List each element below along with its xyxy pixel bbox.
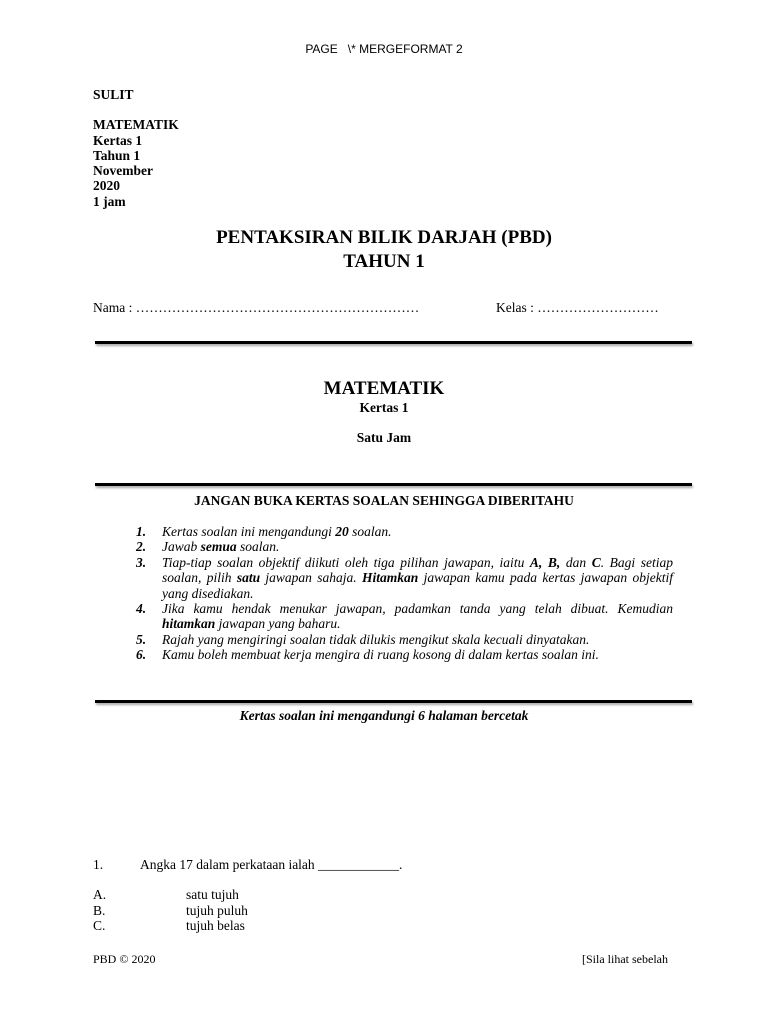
meta-month: November [93,163,153,179]
meta-subject: MATEMATIK [93,117,179,133]
question-number: 1. [93,857,104,872]
answer-option [93,903,402,919]
instructions-list [136,524,673,663]
option-letter: B. [93,902,106,918]
name-field: Nama : ……………………………………………………… [93,300,420,315]
meta-duration: 1 jam [93,193,126,209]
question-text: Angka 17 dalam perkataan ialah ____________. [140,857,403,872]
instruction-text: Tiap-tiap soalan objektif diikuti oleh tiga pilihan jawapan, iaitu A, B, dan C. Bagi setiap soalan, pilih satu jawapan sahaja. Hitamkan jawapan kamu pada kertas jawapan objektif yang disediakan. [162,554,674,601]
option-text: tujuh belas [186,918,245,933]
instruction-number: 2. [136,539,147,555]
question-item [93,857,402,934]
page-count-note: Kertas soalan ini mengandungi 6 halaman bercetak [239,708,529,723]
confidential-label: SULIT [93,87,134,102]
instruction-item [136,539,673,554]
meta-year-level: Tahun 1 [93,147,141,163]
instruction-number: 4. [136,601,147,617]
instruction-number: 5. [136,631,147,647]
instruction-text: Rajah yang mengiringi soalan tidak dilukis mengikut skala kecuali dinyatakan. [162,631,590,647]
instruction-number: 3. [136,554,147,570]
class-field: Kelas : ……………………… [496,300,659,315]
divider-rule [95,341,692,344]
subject-paper: Kertas 1 [359,400,409,415]
subject-time: Satu Jam [356,430,412,445]
option-letter: C. [93,918,106,933]
subject-block [0,378,768,446]
option-text: tujuh puluh [186,902,248,918]
subject-title: MATEMATIK [323,378,445,399]
instruction-number: 6. [136,647,147,663]
exam-title-line2: TAHUN 1 [343,251,425,272]
instruction-text: Kertas soalan ini mengandungi 20 soalan. [162,524,392,539]
instruction-number: 1. [136,524,147,539]
exam-title-line1: PENTAKSIRAN BILIK DARJAH (PBD) [216,227,552,248]
option-text: satu tujuh [186,887,239,902]
warning-heading: JANGAN BUKA KERTAS SOALAN SEHINGGA DIBERITAHU [194,493,574,508]
instruction-item [136,632,673,647]
answer-option [93,887,402,903]
page-header-field-code: PAGE \* MERGEFORMAT 2 [305,42,463,56]
instruction-item [136,524,673,539]
instruction-item [136,555,673,601]
answer-option [93,918,402,934]
footer-next-page: [Sila lihat sebelah [582,952,668,966]
meta-year: 2020 [93,178,120,194]
exam-meta-block [93,87,179,209]
instruction-item [136,647,673,662]
footer-copyright: PBD © 2020 [93,952,156,966]
meta-paper: Kertas 1 [93,132,143,148]
option-letter: A. [93,887,107,902]
instruction-item [136,601,673,632]
answer-options [93,887,402,934]
instruction-text: Jawab semua soalan. [162,539,280,555]
exam-title [0,226,768,274]
divider-rule [95,483,692,486]
instruction-text: Jika kamu hendak menukar jawapan, padamkan tanda yang telah dibuat. Kemudian hitamkan jawapan yang baharu. [162,601,673,632]
divider-rule [95,700,692,703]
instruction-text: Kamu boleh membuat kerja mengira di ruang kosong di dalam kertas soalan ini. [162,647,599,663]
